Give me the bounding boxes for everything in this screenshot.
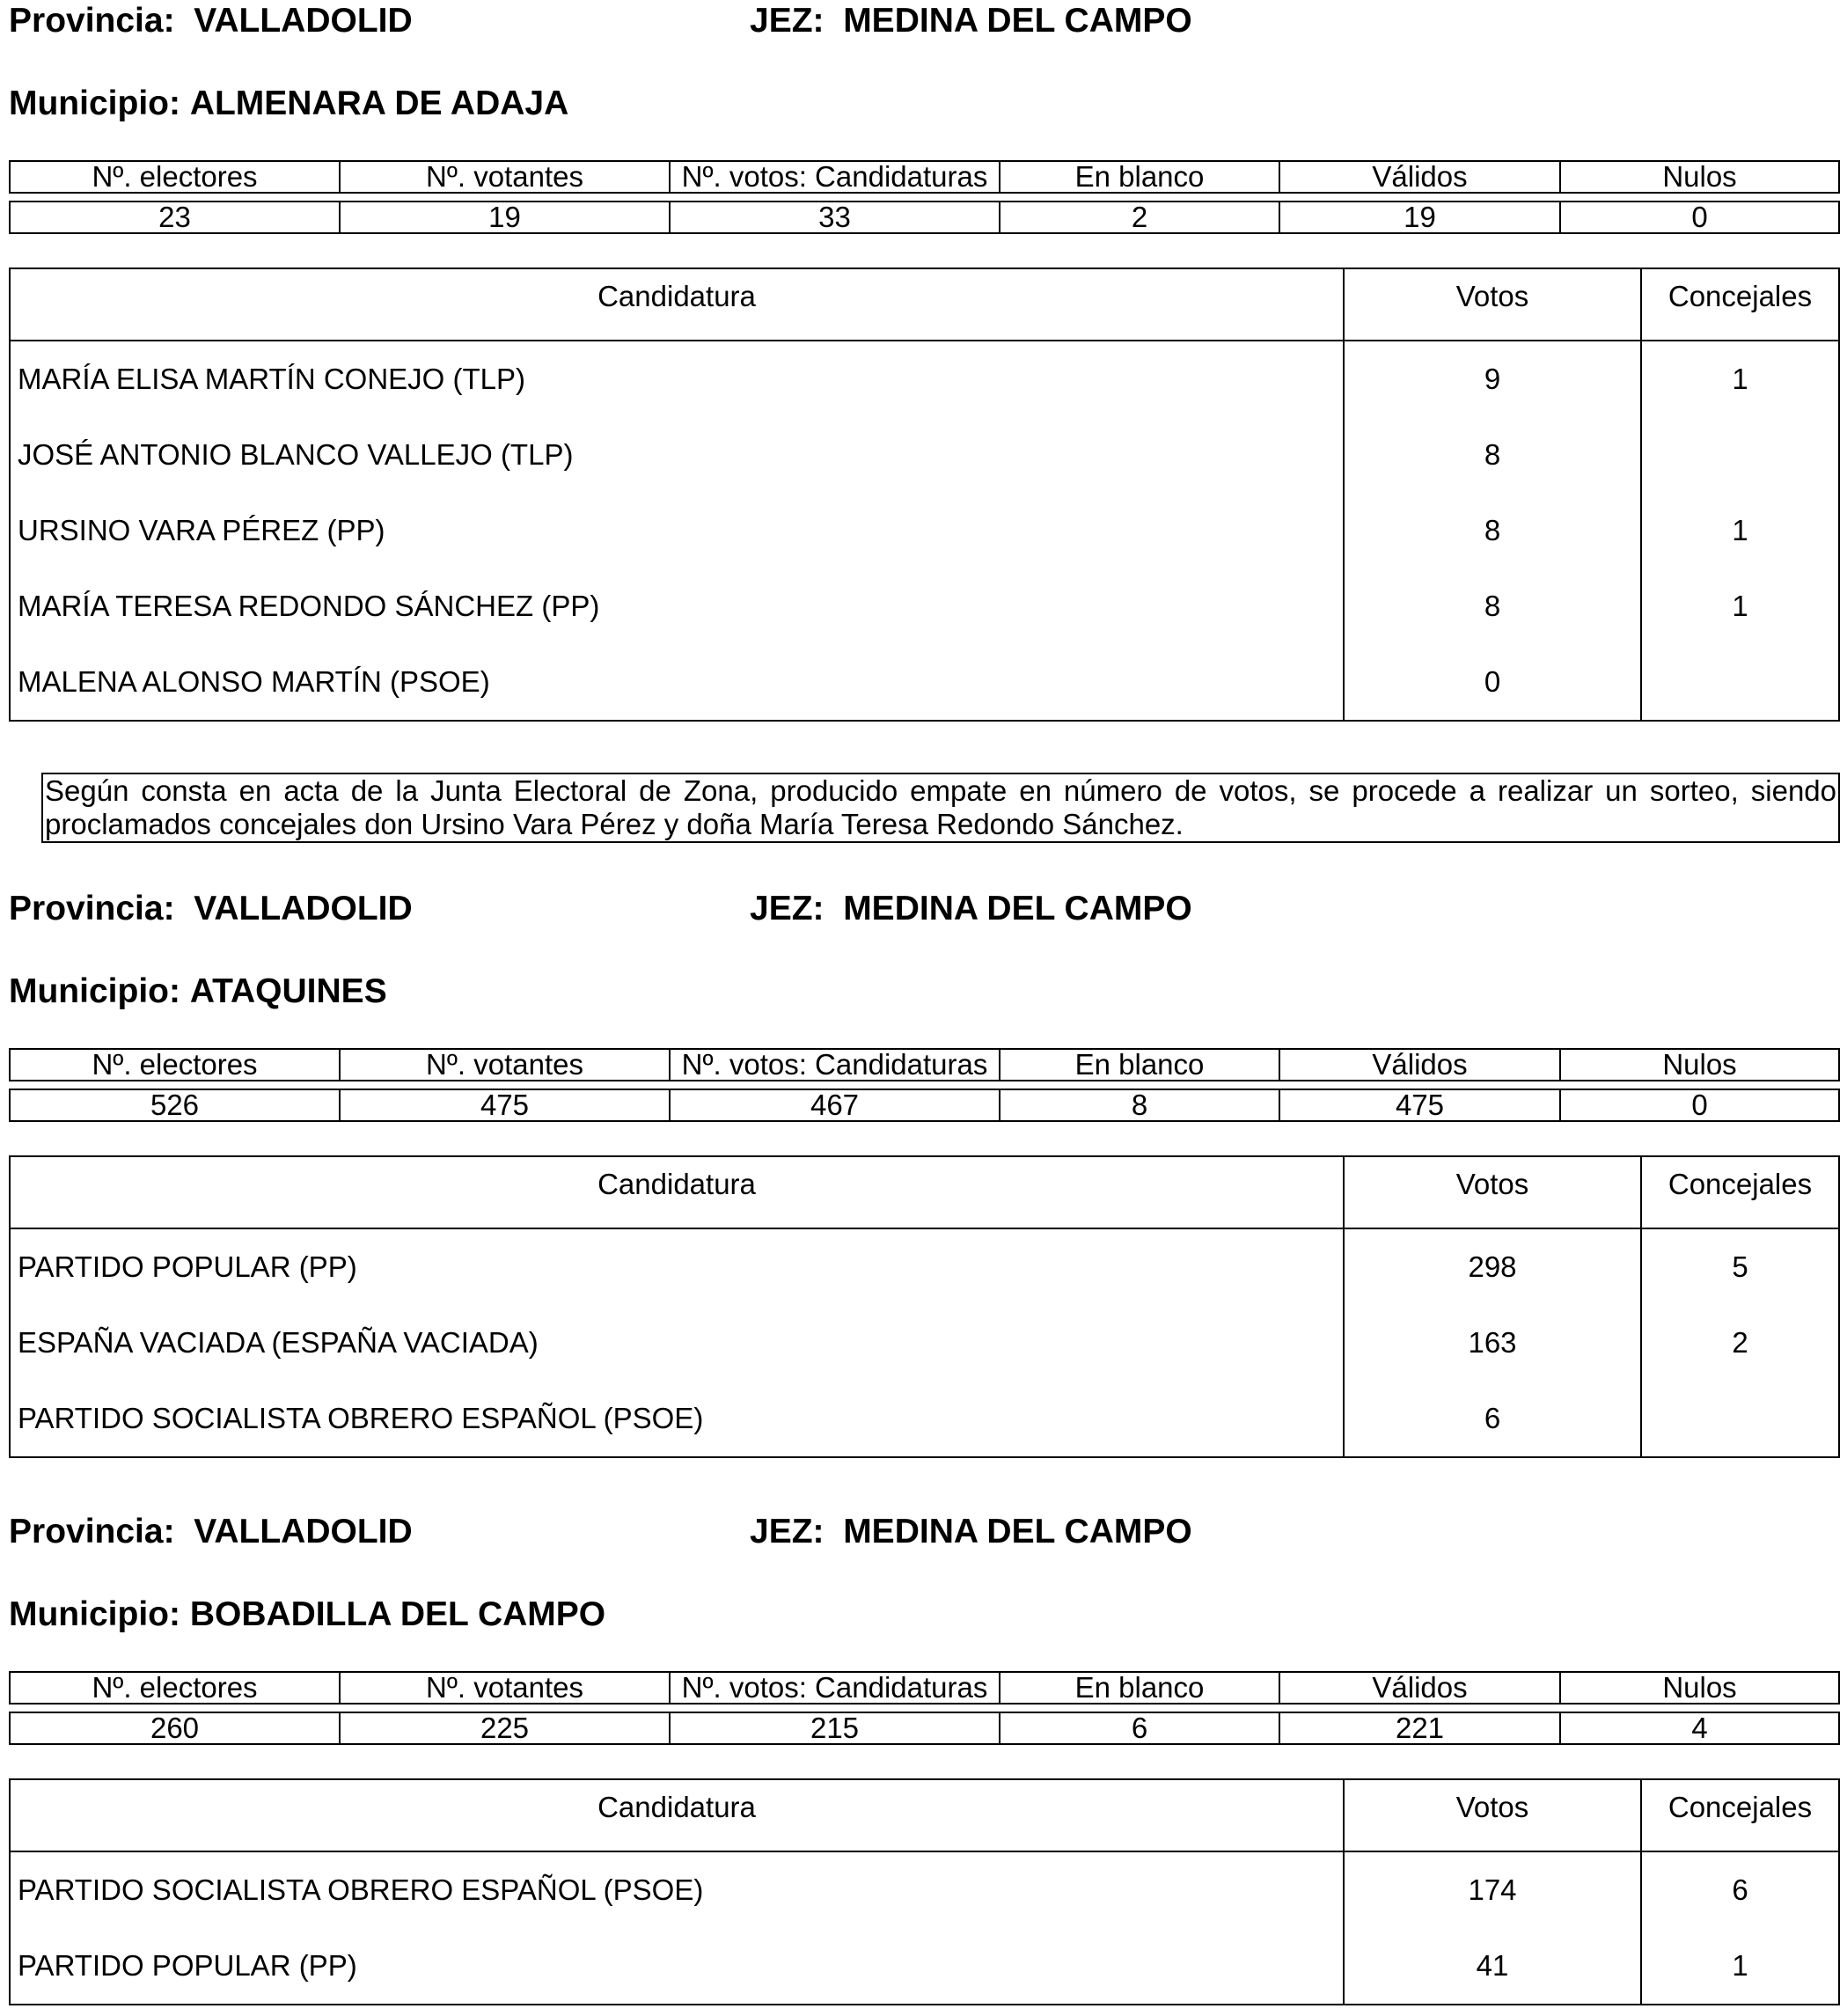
stats-header: Nulos (1560, 161, 1839, 193)
candidate-name: PARTIDO SOCIALISTA OBRERO ESPAÑOL (PSOE) (11, 1852, 1345, 1928)
stats-table (9, 160, 1840, 234)
candidate-concejales: 1 (1732, 1949, 1748, 1982)
jez-label: JEZ: (750, 890, 825, 927)
stats-value: 6 (1000, 1712, 1279, 1744)
stats-value: 215 (670, 1712, 1000, 1744)
stats-value: 526 (10, 1089, 340, 1121)
stats-header: En blanco (1000, 1672, 1279, 1704)
stats-value: 4 (1560, 1712, 1839, 1744)
stats-value: 0 (1560, 1089, 1839, 1121)
candidate-votos: 0 (1345, 644, 1642, 720)
stats-header: Válidos (1279, 1049, 1560, 1081)
stats-value: 475 (340, 1089, 670, 1121)
candidate-votos: 163 (1345, 1305, 1642, 1381)
stats-value: 8 (1000, 1089, 1279, 1121)
stats-header: Válidos (1279, 1672, 1560, 1704)
stats-header: Válidos (1279, 161, 1560, 193)
votos-header: Votos (1345, 269, 1642, 340)
votos-header: Votos (1345, 1780, 1642, 1851)
candidate-votos: 174 (1345, 1852, 1642, 1928)
municipio-value: ALMENARA DE ADAJA (189, 84, 569, 122)
candidate-concejales: 2 (1732, 1326, 1748, 1359)
stats-value: 225 (340, 1712, 670, 1744)
stats-header: Nº. votantes (340, 1672, 670, 1704)
stats-header: Nº. votantes (340, 161, 670, 193)
tie-note: Según consta en acta de la Junta Electoral de Zona, producido empate en número de votos, se procede a realizar un sorteo, siendo proclamados concejales don Ursino Vara Pérez y doña María Teresa Redondo Sánchez. (41, 773, 1840, 843)
stats-value: 221 (1279, 1712, 1560, 1744)
candidate-concejales: 5 (1732, 1250, 1748, 1283)
stats-value: 23 (10, 202, 340, 233)
concejales-header: Concejales (1667, 280, 1813, 312)
provincia-heading (9, 889, 413, 929)
provincia-value: VALLADOLID (194, 1513, 413, 1550)
stats-value: 467 (670, 1089, 1000, 1121)
candidate-name: PARTIDO SOCIALISTA OBRERO ESPAÑOL (PSOE) (11, 1381, 1345, 1456)
jez-value: MEDINA DEL CAMPO (843, 890, 1192, 927)
municipio-label: Municipio: (9, 84, 180, 122)
stats-value: 2 (1000, 202, 1279, 233)
candidate-name: MARÍA ELISA MARTÍN CONEJO (TLP) (11, 341, 1345, 417)
municipio-label: Municipio: (9, 1595, 180, 1633)
candidate-votos: 8 (1345, 493, 1642, 568)
jez-label: JEZ: (750, 1513, 825, 1550)
candidatura-header: Candidatura (11, 1157, 1345, 1228)
stats-header-row (10, 1672, 1839, 1704)
stats-header: Nulos (1560, 1049, 1839, 1081)
municipio-heading (9, 84, 568, 124)
candidate-name: MARÍA TERESA REDONDO SÁNCHEZ (PP) (11, 568, 1345, 644)
stats-value: 19 (340, 202, 670, 233)
stats-header: Nº. electores (10, 1672, 340, 1704)
candidate-votos: 298 (1345, 1229, 1642, 1305)
municipio-heading (9, 971, 387, 1012)
stats-value-row (10, 1712, 1839, 1744)
stats-header: Nº. electores (10, 1049, 340, 1081)
stats-value: 260 (10, 1712, 340, 1744)
candidate-concejales (1642, 644, 1838, 720)
candidate-concejales: 1 (1732, 363, 1748, 395)
stats-header-row (10, 1049, 1839, 1081)
candidates-header-row (11, 1780, 1838, 1852)
stats-value: 33 (670, 202, 1000, 233)
stats-header: En blanco (1000, 161, 1279, 193)
stats-value: 0 (1560, 202, 1839, 233)
municipio-value: BOBADILLA DEL CAMPO (189, 1595, 606, 1633)
candidate-votos: 41 (1345, 1928, 1642, 2004)
stats-header: Nº. votos: Candidaturas (670, 161, 1000, 193)
stats-value: 475 (1279, 1089, 1560, 1121)
stats-header: Nº. votantes (340, 1049, 670, 1081)
candidates-header-row (11, 1157, 1838, 1229)
candidate-name: MALENA ALONSO MARTÍN (PSOE) (11, 644, 1345, 720)
provincia-label: Provincia: (9, 1513, 175, 1550)
stats-header: En blanco (1000, 1049, 1279, 1081)
municipio-heading (9, 1594, 605, 1635)
provincia-heading (9, 1, 413, 41)
candidate-name: PARTIDO POPULAR (PP) (11, 1229, 1345, 1305)
stats-header: Nº. electores (10, 161, 340, 193)
jez-heading (750, 889, 1192, 929)
stats-header: Nº. votos: Candidaturas (670, 1672, 1000, 1704)
candidates-header-row (11, 269, 1838, 341)
stats-table (9, 1048, 1840, 1122)
votos-header: Votos (1345, 1157, 1642, 1228)
candidate-votos: 8 (1345, 568, 1642, 644)
stats-header: Nulos (1560, 1672, 1839, 1704)
stats-value: 19 (1279, 202, 1560, 233)
stats-value-row (10, 1089, 1839, 1121)
candidate-concejales: 6 (1732, 1873, 1748, 1906)
candidate-name: JOSÉ ANTONIO BLANCO VALLEJO (TLP) (11, 417, 1345, 493)
candidate-votos: 6 (1345, 1381, 1642, 1456)
jez-value: MEDINA DEL CAMPO (843, 1513, 1192, 1550)
stats-table (9, 1671, 1840, 1745)
candidate-concejales: 1 (1732, 514, 1748, 546)
candidates-table (9, 1155, 1840, 1458)
candidate-name: ESPAÑA VACIADA (ESPAÑA VACIADA) (11, 1305, 1345, 1381)
jez-value: MEDINA DEL CAMPO (843, 2, 1192, 40)
concejales-header: Concejales (1667, 1168, 1813, 1200)
provincia-value: VALLADOLID (194, 890, 413, 927)
candidatura-header: Candidatura (11, 1780, 1345, 1851)
provincia-label: Provincia: (9, 2, 175, 40)
candidate-concejales (1642, 1381, 1838, 1456)
jez-heading (750, 1, 1192, 41)
candidatura-header: Candidatura (11, 269, 1345, 340)
provincia-value: VALLADOLID (194, 2, 413, 40)
candidate-name: PARTIDO POPULAR (PP) (11, 1928, 1345, 2004)
candidate-votos: 8 (1345, 417, 1642, 493)
candidate-concejales: 1 (1732, 590, 1748, 622)
jez-heading (750, 1512, 1192, 1552)
provincia-label: Provincia: (9, 890, 175, 927)
candidates-table (9, 1778, 1840, 2005)
municipio-value: ATAQUINES (189, 972, 387, 1010)
candidate-name: URSINO VARA PÉREZ (PP) (11, 493, 1345, 568)
concejales-header: Concejales (1667, 1791, 1813, 1823)
candidate-concejales (1642, 417, 1838, 493)
provincia-heading (9, 1512, 413, 1552)
stats-header-row (10, 161, 1839, 193)
candidates-table (9, 268, 1840, 722)
jez-label: JEZ: (750, 2, 825, 40)
stats-header: Nº. votos: Candidaturas (670, 1049, 1000, 1081)
stats-value-row (10, 202, 1839, 233)
municipio-label: Municipio: (9, 972, 180, 1010)
candidate-votos: 9 (1345, 341, 1642, 417)
